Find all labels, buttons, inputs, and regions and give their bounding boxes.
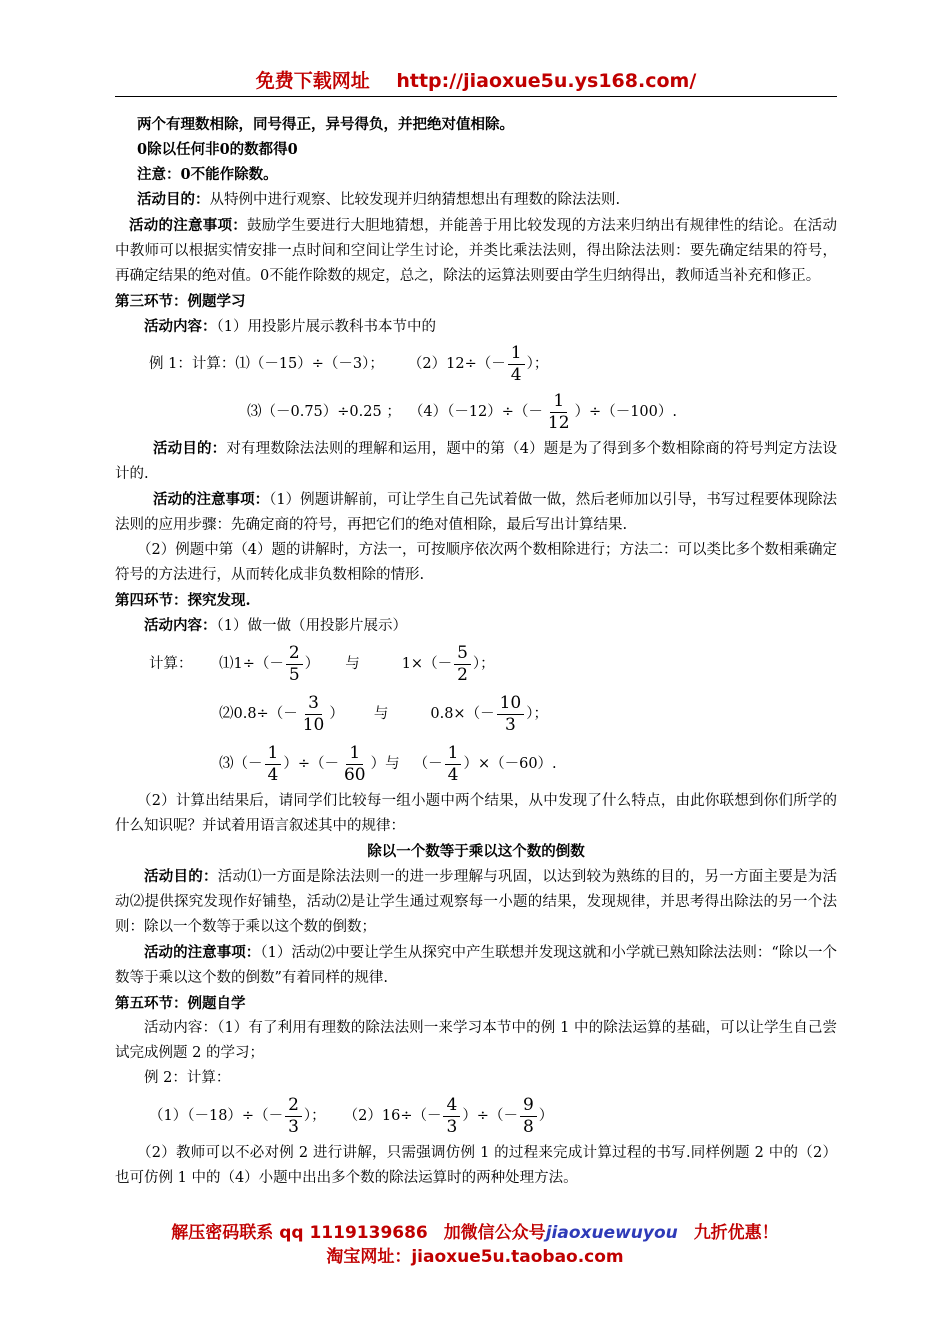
- fraction: $\frac{10}{3}$: [497, 695, 525, 734]
- zero-rule: 0除以任何非0的数都得0: [137, 141, 298, 158]
- purpose-3: 活动目的：对有理数除法法则的理解和运用，题中的第（4）题是为了得到多个数相除商的符号判定方法设计的.: [115, 440, 837, 482]
- fraction: $\frac{1}{4}$: [265, 745, 282, 784]
- fraction: $\frac{1}{4}$: [445, 745, 462, 784]
- reciprocal-rule: 除以一个数等于乘以这个数的倒数: [367, 843, 585, 860]
- zero-note: 注意：0不能作除数。: [137, 166, 278, 183]
- example-1-row-1: 例 1：计算：⑴（－15）÷（－3）； （2）12÷（－ $\frac{1}{4}$ ）；: [149, 342, 549, 385]
- note-3b: （2）例题中第（4）题的讲解时，方法一，可按顺序依次两个数相除进行；方法二：可以类比多个数相乘确定符号的方法进行，从而转化成非负数相除的情形.: [115, 542, 837, 583]
- fraction: $\frac{2}{3}$: [285, 1097, 302, 1136]
- footer-line-1: 解压密码联系 qq 1119139686 加微信公众号jiaoxuewuyou 九折优惠！: [171, 1223, 779, 1243]
- fraction: $\frac{1}{4}$: [508, 345, 525, 384]
- fraction: $\frac{2}{5}$: [286, 645, 303, 684]
- fraction: $\frac{9}{8}$: [520, 1097, 537, 1136]
- example-2-row: （1）（－18）÷（－ $\frac{2}{3}$ ）； （2）16÷（－ $\frac{4}{3}$ ）÷（－ $\frac{9}{8}$ ）: [149, 1094, 554, 1137]
- question-2: （2）计算出结果后，请同学们比较每一组小题中两个结果，从中发现了什么特点，由此你联想到你们所学的什么知识呢？并试着用语言叙述其中的规律：: [115, 793, 837, 834]
- calc-row-3: ⑶（－ $\frac{1}{4}$ ）÷（－ $\frac{1}{60}$ ）与 （－ $\frac{1}{4}$ ）×（－60）.: [219, 742, 557, 785]
- footer-line-2[interactable]: 淘宝网址：jiaoxue5u.taobao.com: [326, 1247, 624, 1267]
- header-url[interactable]: http://jiaoxue5u.ys168.com/: [396, 70, 697, 92]
- division-rule: 两个有理数相除，同号得正，异号得负，并把绝对值相除。: [137, 116, 514, 133]
- note-3: 活动的注意事项：（1）例题讲解前，可让学生自己先试着做一做，然后老师加以引导，书写过程要体现除法法则的应用步骤：先确定商的符号，再把它们的绝对值相除，最后写出计算结果.: [115, 491, 837, 533]
- content-5: 活动内容：（1）有了利用有理数的除法法则一来学习本节中的例 1 中的除法运算的基础，可以让学生自己尝试完成例题 2 的学习；: [115, 1020, 837, 1061]
- page-header: [115, 66, 837, 97]
- example-2-label: 例 2：计算：: [144, 1070, 231, 1086]
- note-4: 活动的注意事项：（1）活动⑵中要让学生从探究中产生联想并发现这就和小学就已熟知除法法则：“除以一个数等于乘以这个数的倒数”有着同样的规律.: [115, 944, 838, 986]
- section-4-title: 第四环节：探究发现.: [115, 592, 251, 609]
- section-5-title: 第五环节：例题自学: [115, 995, 246, 1012]
- note-1: 活动的注意事项：鼓励学生要进行大胆地猜想，并能善于用比较发现的方法来归纳出有规律性的结论。在活动中教师可以根据实情安排一点时间和空间让学生讨论，并类比乘法法则，得出除法法则：要先确定结果的符号，再确定结果的绝对值。0不能作除数的规定，总之，除法的运算法则要由学生归纳得出，教师适当补充和修正。: [115, 217, 838, 284]
- example-1-row-2: ⑶（－0.75）÷0.25 ； （4）（－12）÷（－ $\frac{1}{12}$ ）÷（－100）.: [247, 390, 677, 433]
- fraction: $\frac{3}{10}$: [302, 692, 325, 735]
- document-body: [115, 112, 837, 1191]
- header-label: 免费下载网址: [255, 70, 370, 92]
- content-4: 活动内容：（1）做一做（用投影片展示）: [144, 617, 407, 634]
- fraction: $\frac{5}{2}$: [454, 645, 471, 684]
- section-3-title: 第三环节：例题学习: [115, 293, 246, 310]
- fraction: $\frac{1}{12}$: [547, 390, 570, 433]
- fraction: $\frac{1}{60}$: [343, 742, 366, 785]
- content-3: 活动内容：（1）用投影片展示教科书本节中的: [144, 318, 436, 335]
- calc-row-2: ⑵0.8÷（－ $\frac{3}{10}$ ） 与 0.8×（－ $\frac{10}{3}$ ）；: [219, 692, 548, 735]
- closing-paragraph: （2）教师可以不必对例 2 进行讲解，只需强调仿例 1 的过程来完成计算过程的书写.同样例题 2 中的（2）也可仿例 1 中的（4）小题中出出多个数的除法运算时的两种处理方法。: [115, 1145, 837, 1186]
- purpose-4: 活动目的：活动⑴一方面是除法法则一的进一步理解与巩固，以达到较为熟练的目的，另一方面主要是为活动⑵提供探究发现作好铺垫，活动⑵是让学生通过观察每一小题的结果，发现规律，并思考得出除法的另一个法则：除以一个数等于乘以这个数的倒数；: [115, 868, 837, 935]
- calc-row-1: 计算： ⑴1÷（－ $\frac{2}{5}$ ） 与 1×（－ $\frac{5}{2}$ ）；: [149, 642, 495, 685]
- fraction: $\frac{4}{3}$: [443, 1097, 460, 1136]
- purpose-1: 活动目的：从特例中进行观察、比较发现并归纳猜想想出有理数的除法法则.: [137, 191, 621, 208]
